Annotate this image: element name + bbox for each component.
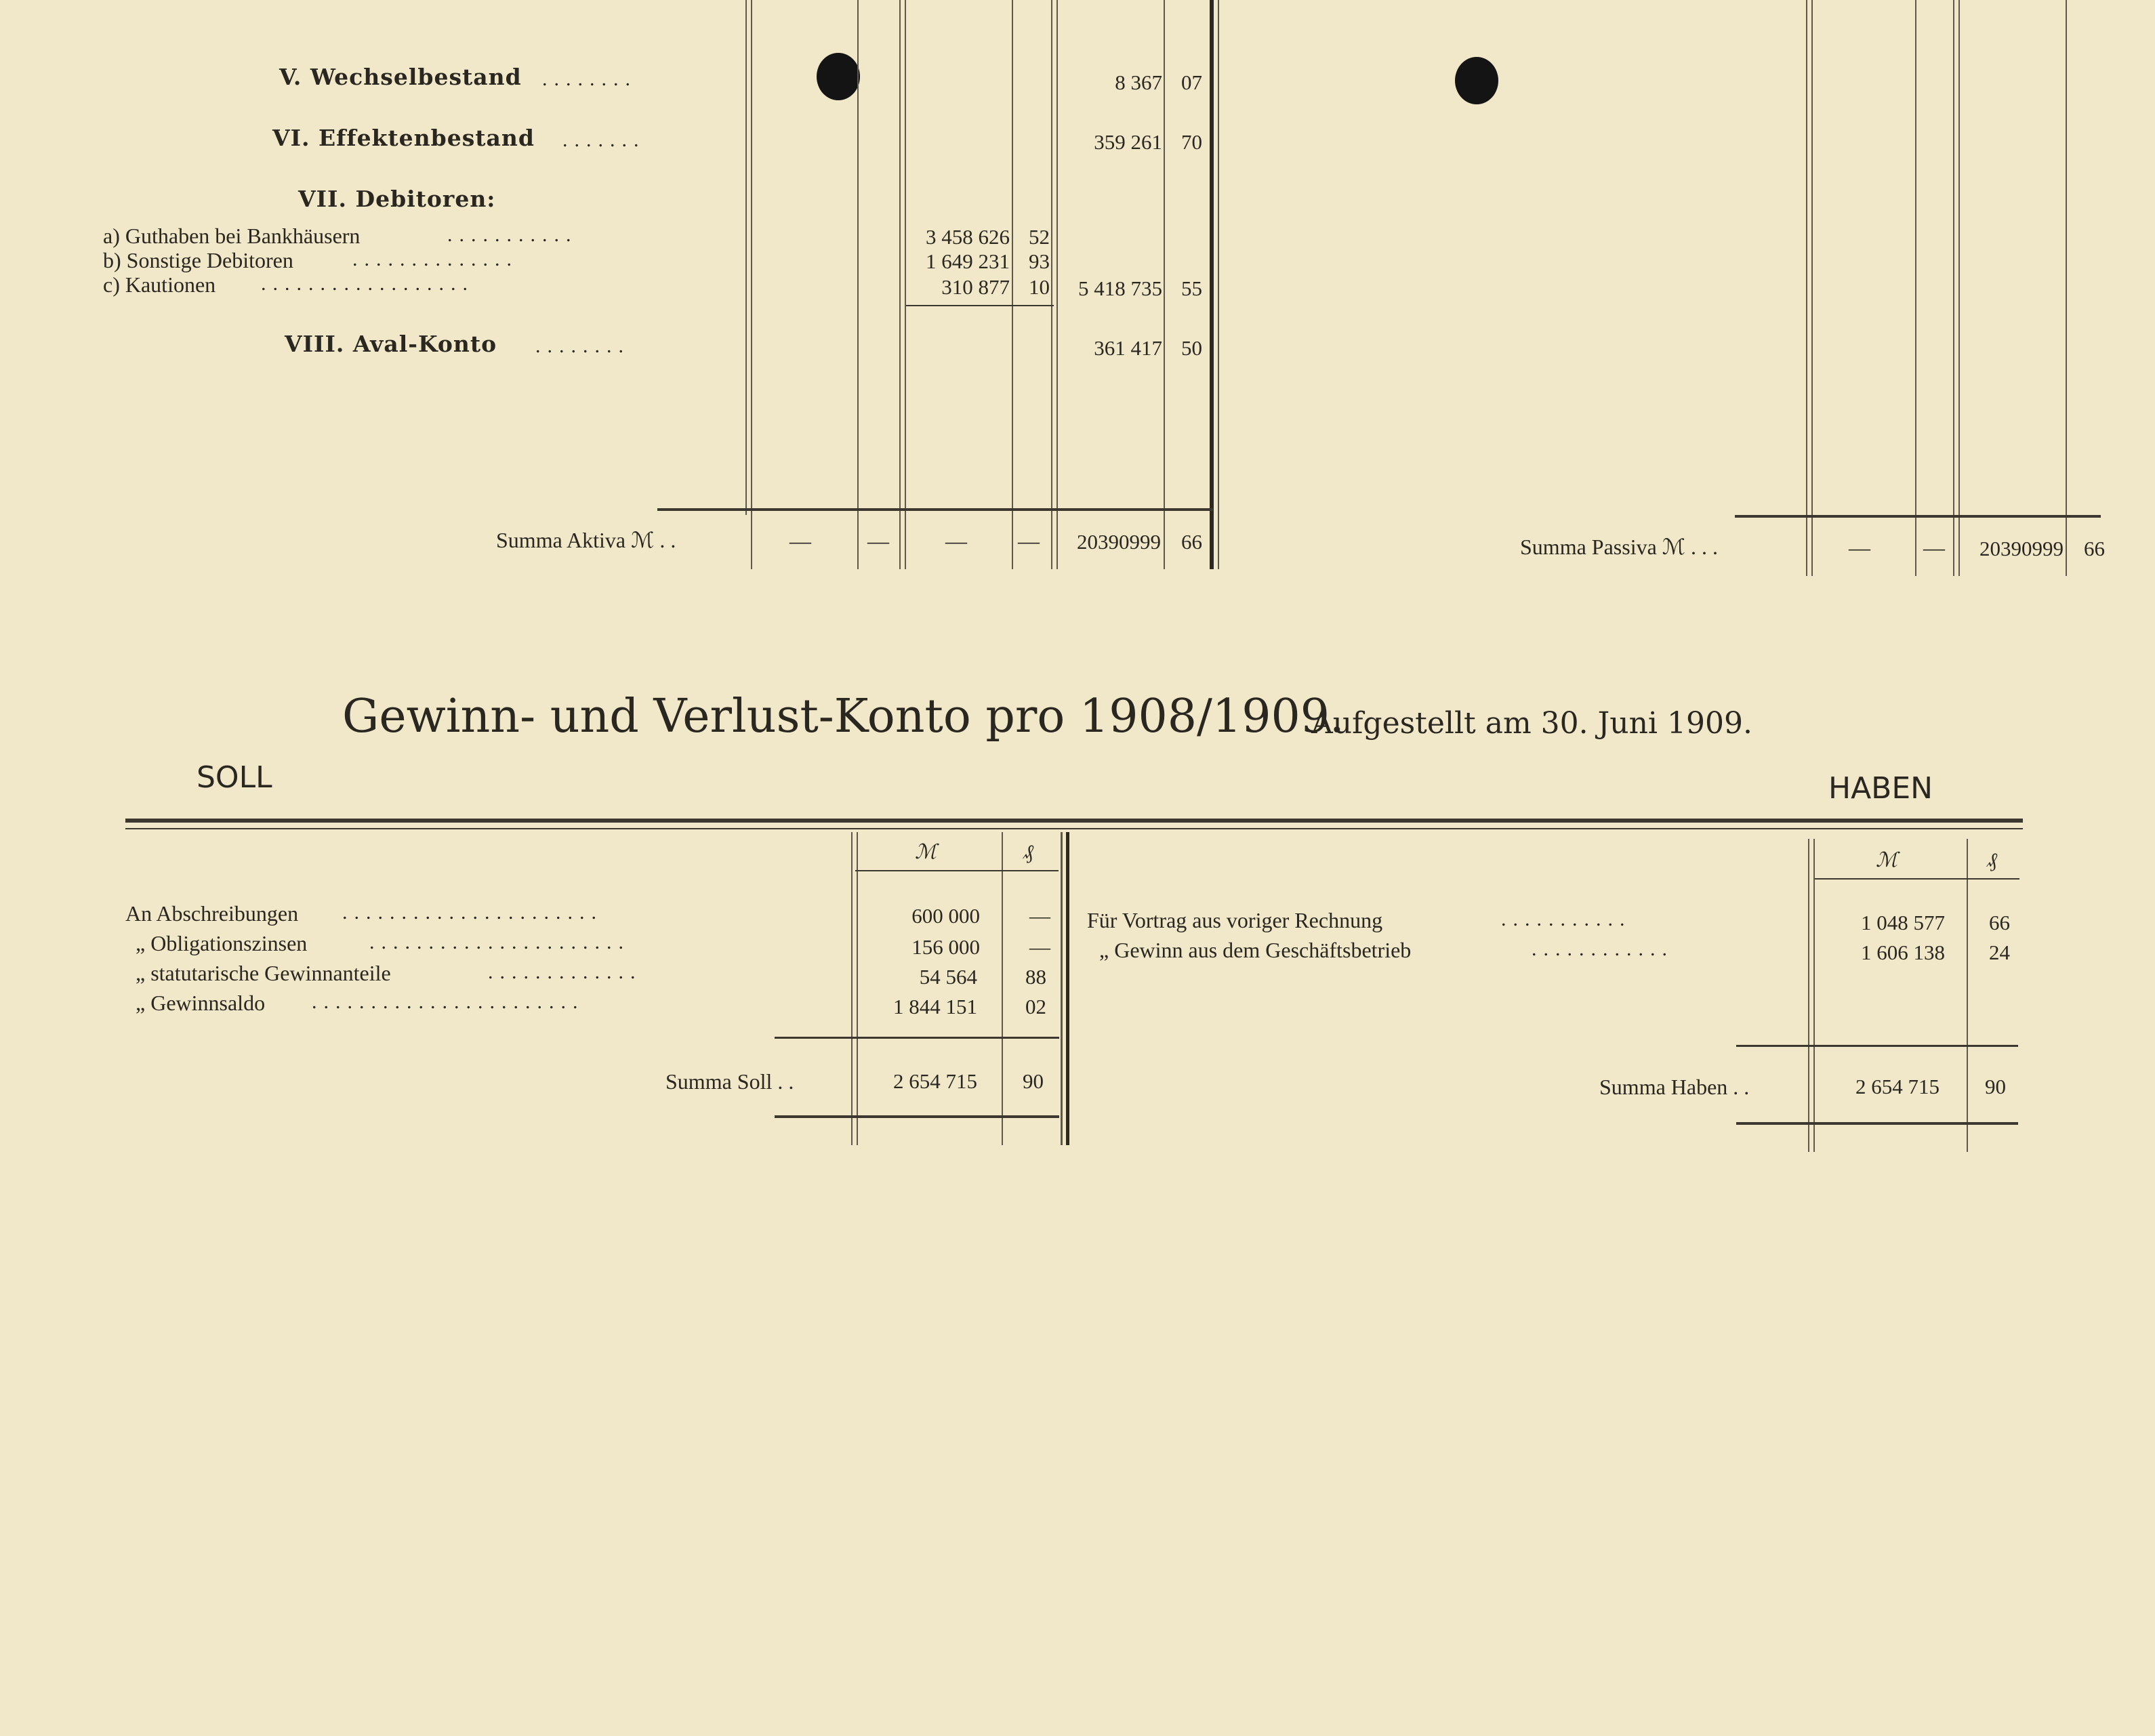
haben-row-1-pf: 66 xyxy=(1989,911,2010,934)
soll-row-2-dots: ...................... xyxy=(369,931,630,953)
item-wechselbestand-mark: 8 367 xyxy=(1115,70,1162,94)
debitoren-total-mark: 5 418 735 xyxy=(1078,276,1162,300)
soll-row-1-label: An Abschreibungen xyxy=(125,901,299,926)
haben-row-2-mark: 1 606 138 xyxy=(1861,941,1945,964)
haben-row-1-mark: 1 048 577 xyxy=(1861,911,1945,934)
soll-row-2-label: „ Obligationszinsen xyxy=(136,931,308,955)
debitoren-total-pf: 55 xyxy=(1181,276,1202,300)
item-wechselbestand-dots: ........ xyxy=(542,68,637,90)
item-effektenbestand-mark: 359 261 xyxy=(1094,130,1162,154)
haben-row-2-dots: ............ xyxy=(1532,938,1674,960)
guv-title: Gewinn- und Verlust-Konto pro 1908/1909. xyxy=(342,690,1345,743)
summa-passiva-pf: 66 xyxy=(2084,537,2105,560)
soll-heading: SOLL xyxy=(197,760,272,795)
debitoren-b-pf: 93 xyxy=(1029,249,1050,273)
summa-aktiva-dash-4: — xyxy=(1018,529,1040,553)
soll-row-1-pf: — xyxy=(1029,904,1050,928)
debitoren-a-mark: 3 458 626 xyxy=(926,225,1010,249)
debitoren-c-dots: .................. xyxy=(261,272,474,295)
summa-soll-label: Summa Soll . . xyxy=(665,1069,794,1094)
item-aval-konto-label: VIII. Aval-Konto xyxy=(285,331,497,357)
summa-haben-mark: 2 654 715 xyxy=(1855,1075,1940,1098)
soll-row-3-label: „ statutarische Gewinnanteile xyxy=(136,961,391,985)
soll-row-1-dots: ...................... xyxy=(342,901,603,924)
item-wechselbestand-pf: 07 xyxy=(1181,70,1202,94)
summa-aktiva-label: Summa Aktiva ℳ . . xyxy=(496,528,676,552)
punch-hole-right xyxy=(1455,57,1498,104)
soll-row-3-mark: 54 564 xyxy=(919,965,977,989)
soll-row-1-mark: 600 000 xyxy=(911,904,980,928)
item-aval-konto-dots: ........ xyxy=(535,335,630,357)
summa-aktiva-dash-2: — xyxy=(867,529,889,553)
summa-aktiva-pf: 66 xyxy=(1181,530,1202,554)
item-aval-konto-mark: 361 417 xyxy=(1094,336,1162,360)
soll-row-3-pf: 88 xyxy=(1025,965,1046,989)
summa-haben-pf: 90 xyxy=(1985,1075,2006,1098)
debitoren-c-pf: 10 xyxy=(1029,275,1050,299)
guv-top-rule-thin xyxy=(125,828,2023,829)
item-debitoren-label: VII. Debitoren: xyxy=(298,186,496,212)
summa-haben-label: Summa Haben . . xyxy=(1599,1075,1750,1099)
soll-row-4-mark: 1 844 151 xyxy=(893,995,977,1018)
haben-unit-mark: ℳ xyxy=(1876,848,1898,872)
summa-soll-mark: 2 654 715 xyxy=(893,1069,977,1093)
summa-aktiva-dash-3: — xyxy=(945,529,967,553)
item-effektenbestand-dots: ....... xyxy=(562,129,646,151)
soll-row-3-dots: ............. xyxy=(488,961,642,983)
debitoren-c-label: c) Kautionen xyxy=(103,272,216,297)
debitoren-c-mark: 310 877 xyxy=(941,275,1010,299)
haben-row-2-pf: 24 xyxy=(1989,941,2010,964)
haben-row-2-label: „ Gewinn aus dem Geschäftsbetrieb xyxy=(1099,938,1412,962)
debitoren-a-dots: ........... xyxy=(447,224,578,246)
summa-aktiva-mark: 20390999 xyxy=(1077,530,1161,554)
haben-unit-pf: ₰ xyxy=(1987,848,1997,872)
summa-passiva-dash-1: — xyxy=(1849,535,1870,560)
haben-row-1-dots: ........... xyxy=(1501,908,1632,930)
item-wechselbestand-label: V. Wechselbestand xyxy=(279,64,522,90)
summa-soll-pf: 90 xyxy=(1023,1069,1044,1093)
summa-aktiva-dash-1: — xyxy=(789,529,811,553)
soll-unit-mark: ℳ xyxy=(915,840,937,864)
summa-passiva-label: Summa Passiva ℳ . . . xyxy=(1520,535,1718,559)
soll-row-2-pf: — xyxy=(1029,935,1050,959)
guv-subtitle: Aufgestellt am 30. Juni 1909. xyxy=(1311,706,1752,741)
debitoren-b-dots: .............. xyxy=(352,248,518,270)
soll-unit-pf: ₰ xyxy=(1023,840,1033,864)
item-effektenbestand-pf: 70 xyxy=(1181,130,1202,154)
soll-row-2-mark: 156 000 xyxy=(911,935,980,959)
debitoren-a-label: a) Guthaben bei Bankhäusern xyxy=(103,224,361,248)
debitoren-b-label: b) Sonstige Debitoren xyxy=(103,248,293,272)
summa-passiva-dash-2: — xyxy=(1923,535,1945,560)
debitoren-a-pf: 52 xyxy=(1029,225,1050,249)
soll-row-4-label: „ Gewinnsaldo xyxy=(136,991,266,1015)
item-aval-konto-pf: 50 xyxy=(1181,336,1202,360)
soll-row-4-pf: 02 xyxy=(1025,995,1046,1018)
punch-hole-left xyxy=(817,53,860,100)
soll-row-4-dots: ....................... xyxy=(312,991,585,1013)
haben-heading: HABEN xyxy=(1828,771,1933,806)
haben-row-1-label: Für Vortrag aus voriger Rechnung xyxy=(1087,908,1383,932)
item-effektenbestand-label: VI. Effektenbestand xyxy=(272,125,535,151)
summa-passiva-mark: 20390999 xyxy=(1979,537,2064,560)
debitoren-b-mark: 1 649 231 xyxy=(926,249,1010,273)
guv-top-rule xyxy=(125,819,2023,823)
